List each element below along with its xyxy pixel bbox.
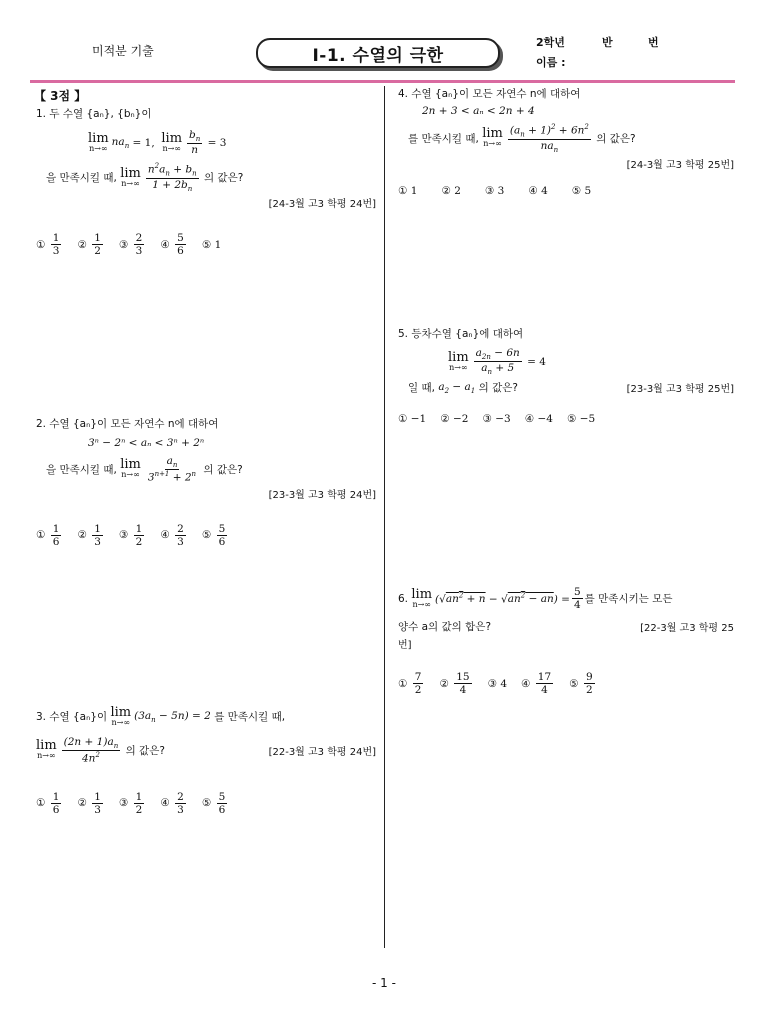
choice-2[interactable]: ② $\frac{1}{3}$: [77, 522, 101, 548]
grade-label: 2학년: [536, 36, 565, 49]
problem-2-choices: [36, 523, 376, 548]
problem-6-line2: [398, 619, 734, 634]
choice-2[interactable]: ② $\frac{15}{4}$: [439, 671, 470, 697]
problem-text: 의 값은?: [203, 172, 244, 185]
choice-5[interactable]: ⑤ $\frac{9}{2}$: [569, 671, 593, 697]
problem-6-stem: 6. lim n→∞ $(√an^2 + n - √an^2 - an)$ = $\frac{5}{4}$ 를 만족시키는 모든: [398, 586, 673, 612]
choice-1[interactable]: ① 1: [398, 184, 418, 197]
name-label: 이름 :: [536, 56, 566, 69]
problem-3-choices: [36, 791, 376, 816]
problem-1-conditions: lim n→∞ $na_n$ = 1, lim n→∞ $\frac{b_n}{n}$ = 3: [88, 129, 227, 157]
choice-3[interactable]: ③ $\frac{1}{2}$: [118, 790, 143, 816]
problem-source-cont: 번]: [398, 640, 412, 652]
problem-text: 수열 {aₙ}이 모든 자연수 n에 대하여: [49, 418, 219, 430]
limit-symbol: lim n→∞: [161, 130, 183, 153]
problem-4: [398, 86, 734, 197]
choice-3[interactable]: ③ $\frac{1}{2}$: [118, 522, 143, 548]
choice-2[interactable]: ② $\frac{1}{3}$: [77, 790, 101, 816]
problem-3-stem: 3. 수열 {aₙ}이 lim n→∞ $(3a_n - 5n) = 2$ 를 만족시킬 때,: [36, 705, 286, 727]
choice-5[interactable]: ⑤ 5: [571, 184, 592, 197]
problem-source: [23-3월 고3 학평 25번]: [626, 384, 734, 396]
problem-number: 6.: [398, 592, 409, 605]
choice-1[interactable]: ① $\frac{1}{3}$: [36, 231, 60, 258]
problem-text: 의 값은?: [203, 463, 243, 476]
choice-3[interactable]: ③ $\frac{2}{3}$: [118, 231, 143, 258]
problem-3-question: lim n→∞ $\frac{(2n + 1)a_n}{4n^2}$ 의 값은? [22-3월 고3 학평 24번]: [36, 735, 376, 765]
problem-number: 1.: [36, 107, 47, 120]
problem-number: 5.: [398, 327, 409, 340]
problem-number: 3.: [36, 710, 47, 723]
problem-5-stem: [398, 326, 734, 341]
problem-1-stem: [36, 106, 376, 121]
problem-source: [24-3월 고3 학평 25번]: [626, 159, 734, 171]
problem-text: 등차수열 {aₙ}에 대하여: [411, 328, 524, 340]
problem-source: [22-3월 고3 학평 25: [640, 623, 734, 635]
problem-text: 일 때,: [408, 382, 435, 395]
problem-2-question: 을 만족시킬 때, lim n→∞ $\frac{a_n}{3^{n+1} + 2^n}$ 의 값은?: [46, 455, 243, 484]
problem-4-stem: [398, 86, 734, 101]
choice-3[interactable]: ③ 4: [487, 677, 508, 690]
problem-6: [398, 586, 734, 696]
limit-symbol: lim n→∞: [36, 738, 57, 761]
problem-5: [398, 326, 734, 425]
problem-5-condition: lim n→∞ $\frac{a_{2n} - 6n}{a_n + 5}$ = 4: [448, 347, 546, 377]
limit-symbol: lim n→∞: [411, 586, 433, 609]
problem-text: 를 만족시키는 모든: [584, 593, 673, 606]
problem-number: 4.: [398, 87, 409, 100]
page-number: - 1 -: [372, 976, 396, 990]
problem-5-question: 일 때, $a_2 - a_1$ 의 값은? [23-3월 고3 학평 25번]: [408, 380, 734, 396]
problem-source: [24-3월 고3 학평 24번]: [268, 198, 376, 210]
problem-text: 의 값은?: [596, 132, 636, 145]
class-label: 반: [602, 36, 613, 49]
problem-text: 를 만족시킬 때,: [408, 132, 479, 145]
choice-2[interactable]: ② 2: [441, 184, 461, 197]
choice-1[interactable]: ① $\frac{1}{6}$: [36, 522, 60, 548]
choice-1[interactable]: ① −1: [398, 413, 427, 426]
choice-5[interactable]: ⑤ $\frac{5}{6}$: [201, 790, 226, 816]
problem-6-choices: [398, 671, 734, 696]
problem-source: [22-3월 고3 학평 24번]: [268, 746, 376, 758]
limit-symbol: lim n→∞: [120, 165, 141, 188]
number-label: 번: [648, 36, 659, 49]
problem-text: 수열 {aₙ}이 모든 자연수 n에 대하여: [411, 88, 581, 100]
problem-5-choices: [398, 413, 734, 425]
problem-number: 2.: [36, 417, 47, 430]
page-title-text: Ⅰ-1. 수열의 극한: [312, 45, 444, 66]
problem-4-choices: [398, 185, 734, 197]
problem-4-question: 를 만족시킬 때, lim n→∞ $\frac{(a_n + 1)^2 + 6n^2}{na_n}$ 의 값은?: [408, 123, 636, 154]
problem-2: [36, 416, 376, 548]
choice-4[interactable]: ④ −4: [524, 413, 553, 426]
problem-1: [36, 106, 376, 257]
choice-2[interactable]: ② −2: [440, 413, 469, 426]
choice-4[interactable]: ④ $\frac{5}{6}$: [160, 231, 184, 258]
problem-text: 수열 {aₙ}이: [49, 711, 108, 724]
choice-3[interactable]: ③ −3: [482, 413, 511, 426]
problem-text: 의 값은?: [478, 382, 518, 395]
problem-text: 을 만족시킬 때,: [46, 172, 117, 185]
problem-1-choices: [36, 232, 376, 257]
problem-text: 를 만족시킬 때,: [214, 711, 286, 724]
choice-4[interactable]: ④ $\frac{2}{3}$: [160, 790, 184, 816]
choice-3[interactable]: ③ 3: [484, 184, 505, 197]
choice-2[interactable]: ② $\frac{1}{2}$: [77, 231, 101, 258]
problem-2-inequality: 3ⁿ − 2ⁿ < aₙ < 3ⁿ + 2ⁿ: [88, 437, 205, 449]
problem-text: 의 값은?: [125, 744, 165, 757]
problem-source: [23-3월 고3 학평 24번]: [268, 489, 376, 501]
choice-1[interactable]: ① $\frac{1}{6}$: [36, 790, 60, 816]
problem-2-stem: [36, 416, 376, 431]
limit-symbol: lim n→∞: [120, 457, 141, 480]
choice-5[interactable]: ⑤ 1: [201, 238, 222, 251]
choice-4[interactable]: ④ $\frac{2}{3}$: [160, 522, 184, 548]
problem-4-inequality: 2n + 3 < aₙ < 2n + 4: [422, 105, 535, 117]
problem-3: [36, 706, 376, 816]
header-divider: [30, 80, 735, 83]
problem-text: 두 수열 {aₙ}, {bₙ}이: [49, 108, 152, 120]
column-divider: [384, 86, 385, 948]
limit-symbol: lim n→∞: [482, 126, 503, 149]
problem-text: 을 만족시킬 때,: [46, 463, 117, 476]
subject-label: 미적분 기출: [92, 44, 154, 58]
section-label: 【 3점 】: [34, 89, 87, 103]
limit-symbol: lim n→∞: [448, 349, 469, 372]
problem-text: 양수 a의 값의 합은?: [398, 621, 492, 634]
choice-5[interactable]: ⑤ $\frac{5}{6}$: [201, 522, 226, 548]
choice-5[interactable]: ⑤ −5: [566, 413, 596, 426]
limit-symbol: lim n→∞: [110, 705, 132, 727]
choice-1[interactable]: ① $\frac{7}{2}$: [398, 671, 422, 697]
choice-4[interactable]: ④ 4: [528, 184, 548, 197]
problem-1-question: 을 만족시킬 때, lim n→∞ $\frac{n^2a_n + b_n}{1 + 2b_n}$ 의 값은?: [46, 162, 244, 193]
limit-symbol: lim n→∞: [88, 130, 109, 153]
page-title: [256, 38, 500, 68]
choice-4[interactable]: ④ $\frac{17}{4}$: [521, 671, 552, 697]
